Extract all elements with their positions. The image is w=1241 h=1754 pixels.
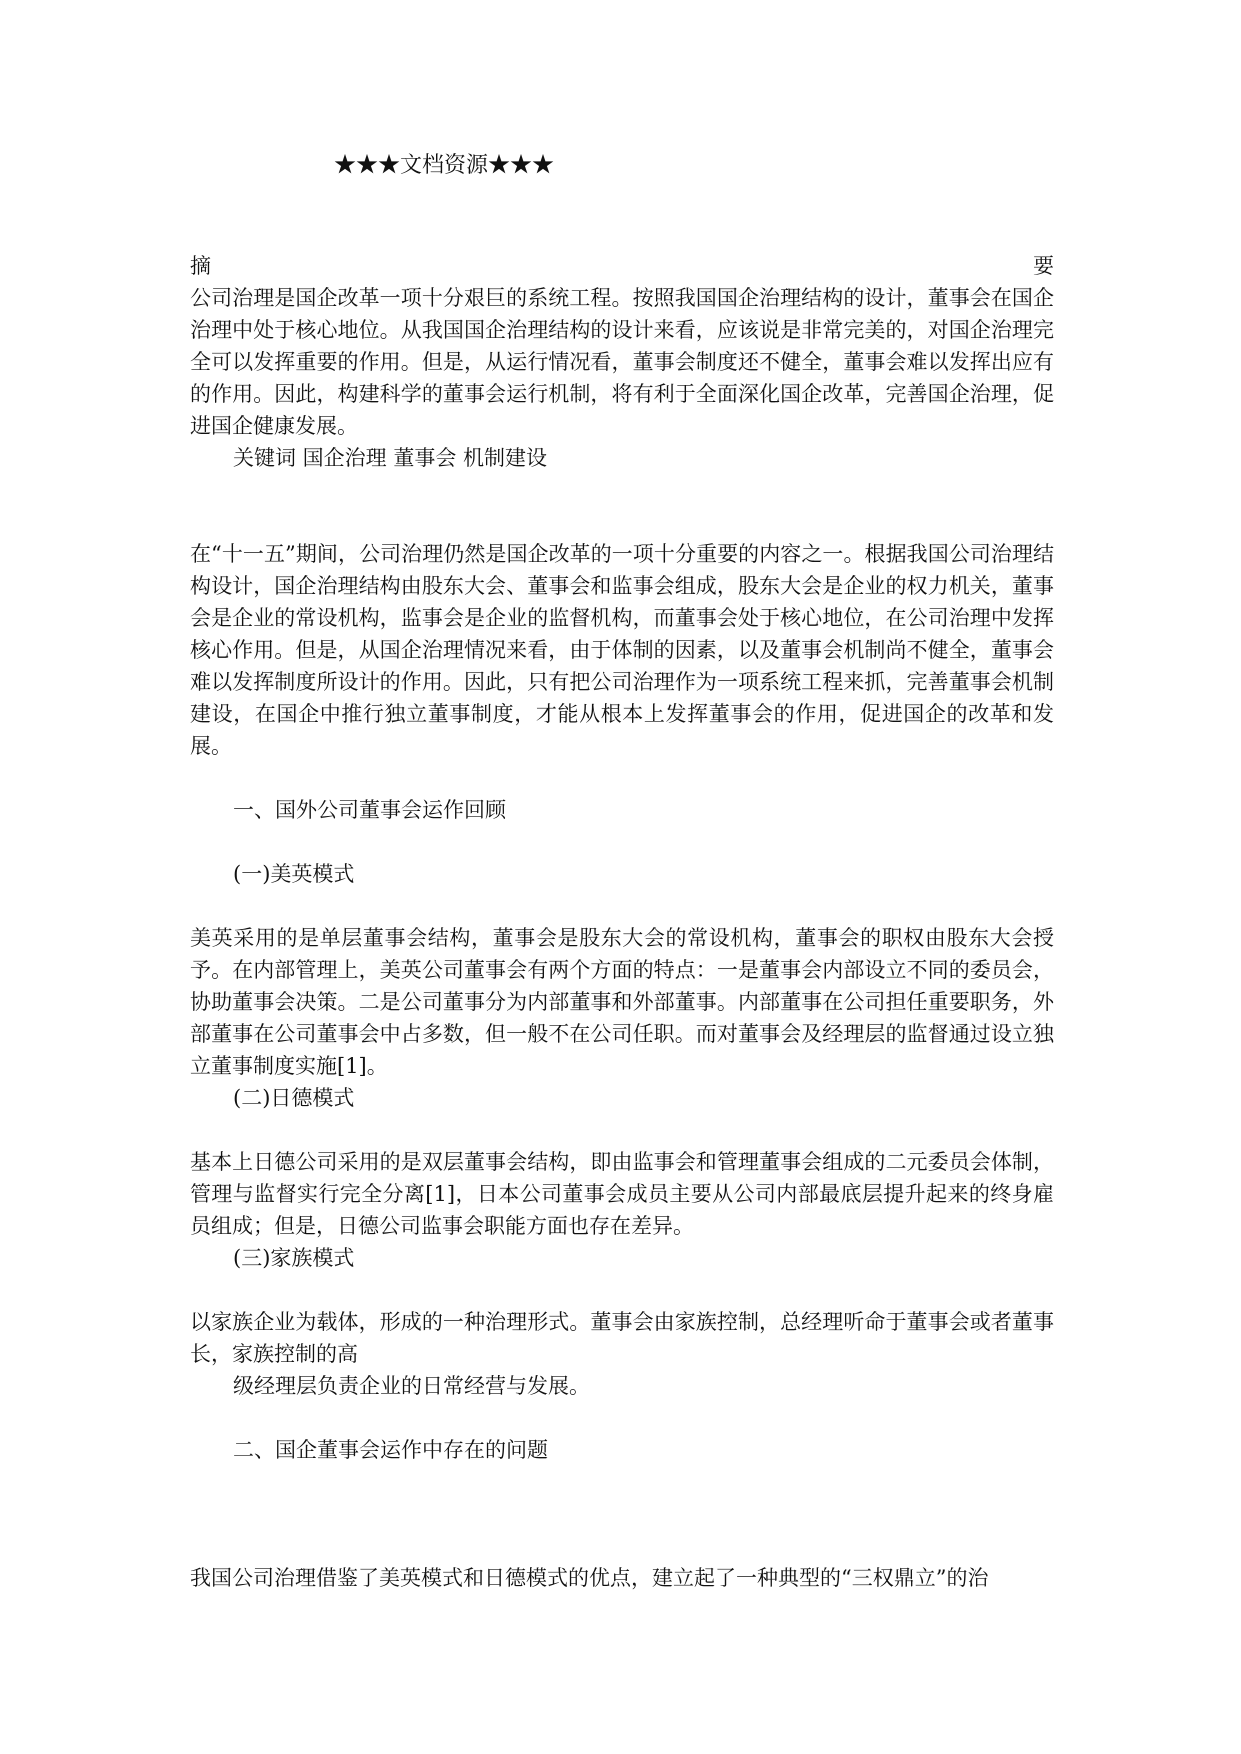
keywords-line: 关键词 国企治理 董事会 机制建设 bbox=[233, 446, 548, 470]
section1-sub2-heading: (二)日德模式 bbox=[233, 1086, 355, 1110]
section1-sub2-text: 基本上日德公司采用的是双层董事会结构，即由监事会和管理董事会组成的二元委员会体制，管理与监督实行完全分离[1]，日本公司董事会成员主要从公司内部最底层提升起来的终身雇员组成；但是，日德公司监事会职能方面也存在差异。 bbox=[190, 1150, 1054, 1238]
section1-sub3-heading: (三)家族模式 bbox=[233, 1246, 355, 1270]
abstract-label-row bbox=[190, 250, 1054, 282]
abstract-label-right: 要 bbox=[1033, 254, 1054, 278]
section1-sub1-text: 美英采用的是单层董事会结构，董事会是股东大会的常设机构，董事会的职权由股东大会授予。在内部管理上，美英公司董事会有两个方面的特点：一是董事会内部设立不同的委员会，协助董事会决策。二是公司董事分为内部董事和外部董事。内部董事在公司担任重要职务，外部董事在公司董事会中占多数，但一般不在公司任职。而对董事会及经理层的监督通过设立独立董事制度实施[1]。 bbox=[190, 926, 1054, 1078]
intro-paragraph: 在“十一五”期间，公司治理仍然是国企改革的一项十分重要的内容之一。根据我国公司治理结构设计，国企治理结构由股东大会、董事会和监事会组成，股东大会是企业的权力机关，董事会是企业的常设机构，监事会是企业的监督机构，而董事会处于核心地位，在公司治理中发挥核心作用。但是，从国企治理情况来看，由于体制的因素，以及董事会机制尚不健全，董事会难以发挥制度所设计的作用。因此，只有把公司治理作为一项系统工程来抓，完善董事会机制建设，在国企中推行独立董事制度，才能从根本上发挥董事会的作用，促进国企的改革和发展。 bbox=[190, 542, 1054, 758]
abstract-label-left: 摘 bbox=[190, 254, 211, 278]
section1-sub3-text: 以家族企业为载体，形成的一种治理形式。董事会由家族控制，总经理听命于董事会或者董事长，家族控制的高 bbox=[190, 1310, 1054, 1366]
section1-heading: 一、国外公司董事会运作回顾 bbox=[233, 798, 506, 822]
section2-heading: 二、国企董事会运作中存在的问题 bbox=[233, 1438, 548, 1462]
section2-text: 我国公司治理借鉴了美英模式和日德模式的优点，建立起了一种典型的“三权鼎立”的治 bbox=[190, 1566, 989, 1590]
section1-sub1-heading: (一)美英模式 bbox=[233, 862, 355, 886]
section1-sub3-text-cont: 级经理层负责企业的日常经营与发展。 bbox=[233, 1374, 590, 1398]
document-header-title: ★★★文档资源★★★ bbox=[334, 153, 555, 178]
abstract-text: 公司治理是国企改革一项十分艰巨的系统工程。按照我国国企治理结构的设计，董事会在国企治理中处于核心地位。从我国国企治理结构的设计来看，应该说是非常完美的，对国企治理完全可以发挥重要的作用。但是，从运行情况看，董事会制度还不健全，董事会难以发挥出应有的作用。因此，构建科学的董事会运行机制，将有利于全面深化国企改革，完善国企治理，促进国企健康发展。 bbox=[190, 286, 1054, 438]
